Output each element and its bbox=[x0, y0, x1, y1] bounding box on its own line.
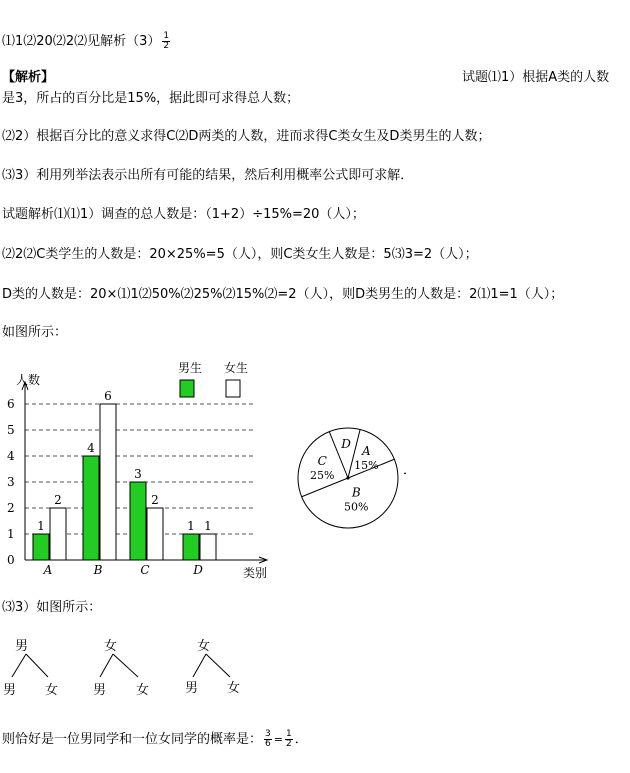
tree-1-branch-right bbox=[26, 654, 48, 677]
solution-line-4: 如图所示： bbox=[2, 325, 68, 340]
tree-3 bbox=[185, 639, 240, 696]
x-category-label: C bbox=[140, 563, 150, 577]
tree-diagrams bbox=[0, 636, 260, 702]
fraction-denominator: 2 bbox=[163, 41, 170, 51]
y-tick-label: 0 bbox=[7, 553, 15, 567]
tree-3-right-leaf: 女 bbox=[227, 681, 241, 696]
bar bbox=[50, 508, 66, 560]
tree-1-root: 男 bbox=[15, 639, 29, 654]
legend-swatch bbox=[226, 380, 240, 397]
x-category-label: B bbox=[93, 563, 103, 577]
y-tick-label: 3 bbox=[7, 475, 15, 489]
fraction-numerator: 1 bbox=[163, 31, 170, 41]
analysis-label: 【解析】 bbox=[2, 70, 55, 85]
answer-summary bbox=[2, 32, 172, 51]
fraction-denominator: 2 bbox=[285, 739, 292, 749]
analysis-line-3: ⑶3）利用列举法表示出所有可能的结果，然后利用概率公式即可求解． bbox=[2, 168, 414, 183]
fraction-numerator: 1 bbox=[285, 729, 292, 739]
tree-1-branch-left bbox=[12, 654, 26, 677]
conclusion-text: 则恰好是一位男同学和一位女同学的概率是： bbox=[2, 732, 263, 747]
bar bbox=[100, 404, 116, 560]
bar-value-label: 3 bbox=[134, 467, 142, 481]
answer-prefix: ⑴1⑵20⑵2⑵见解析（3） bbox=[2, 34, 161, 49]
pie-percent-label: 25% bbox=[309, 469, 335, 483]
pie-category-label: A bbox=[362, 443, 371, 458]
tree-2-root: 女 bbox=[104, 639, 118, 654]
bar bbox=[147, 508, 163, 560]
tree-1-left-leaf: 男 bbox=[3, 683, 17, 698]
bar-value-label: 2 bbox=[54, 493, 62, 507]
solution-line-3: D类的人数是：20×⑴1⑵50%⑵25%⑵15%⑵=2（人），则D类男生的人数是：2⑴1=1（人）； bbox=[2, 287, 564, 302]
pie-trailing-mark: ． bbox=[403, 463, 417, 478]
conclusion-tail: ． bbox=[294, 732, 308, 747]
pie-center bbox=[346, 476, 349, 479]
pie-category-label: C bbox=[317, 454, 327, 469]
tree-1-right-leaf: 女 bbox=[45, 683, 59, 698]
y-tick-label: 4 bbox=[7, 449, 15, 463]
tree-2-right-leaf: 女 bbox=[136, 683, 150, 698]
analysis-line-2: ⑵2）根据百分比的意义求得C⑵D两类的人数，进而求得C类女生及D类男生的人数； bbox=[2, 129, 491, 144]
x-category-label: D bbox=[193, 563, 203, 577]
bar-value-label: 1 bbox=[37, 519, 45, 533]
analysis-right-text: 试题⑴1）根据A类的人数 bbox=[462, 70, 610, 85]
bar-chart bbox=[0, 360, 290, 585]
bar-value-label: 6 bbox=[104, 389, 112, 403]
y-axis-label: 人数 bbox=[16, 373, 41, 387]
bar bbox=[33, 534, 49, 560]
legend-swatch bbox=[180, 380, 194, 397]
tree-3-branch-left bbox=[193, 654, 206, 677]
tree-2-branch-right bbox=[113, 654, 138, 677]
bar bbox=[83, 456, 99, 560]
part3-line-1: ⑶3）如图所示： bbox=[2, 600, 102, 615]
fraction-numerator: 3 bbox=[265, 729, 271, 739]
pie-category-label: D bbox=[341, 437, 351, 452]
solution-line-1: 试题解析⑴⑴1）调查的总人数是：（1+2）÷15%=20（人）； bbox=[2, 207, 365, 222]
tree-3-left-leaf: 男 bbox=[185, 681, 199, 696]
legend-label: 男生 bbox=[178, 361, 203, 375]
bar-value-label: 1 bbox=[187, 519, 195, 533]
bar bbox=[183, 534, 199, 560]
pie-category-label: B bbox=[351, 485, 361, 500]
y-tick-label: 1 bbox=[7, 527, 15, 541]
fraction-denominator: 6 bbox=[265, 739, 271, 749]
pie-chart bbox=[290, 420, 405, 535]
analysis-line-1: 是3，所占的百分比是15%，据此即可求得总人数； bbox=[2, 91, 300, 106]
answer-fraction bbox=[162, 32, 170, 51]
legend-label: 女生 bbox=[224, 361, 249, 375]
y-tick-label: 5 bbox=[7, 423, 15, 437]
y-tick-label: 2 bbox=[7, 501, 15, 515]
tree-3-branch-right bbox=[206, 654, 230, 677]
tree-2-left-leaf: 男 bbox=[93, 683, 107, 698]
solution-line-2: ⑵2⑵C类学生的人数是：20×25%=5（人），则C类女生人数是：5⑶3=2（人）； bbox=[2, 247, 478, 262]
x-category-label: A bbox=[43, 563, 53, 577]
tree-2 bbox=[93, 639, 149, 698]
equals-sign: = bbox=[273, 733, 283, 746]
probability-fraction-1 bbox=[264, 730, 272, 749]
y-tick-label: 6 bbox=[7, 397, 15, 411]
bar-value-label: 4 bbox=[87, 441, 95, 455]
tree-1 bbox=[3, 639, 58, 698]
bar bbox=[130, 482, 146, 560]
bar-value-label: 1 bbox=[204, 519, 212, 533]
probability-conclusion bbox=[2, 728, 308, 752]
x-axis-label: 类别 bbox=[243, 566, 268, 580]
tree-3-root: 女 bbox=[197, 639, 211, 654]
bar bbox=[200, 534, 216, 560]
tree-2-branch-left bbox=[100, 654, 113, 677]
bar-value-label: 2 bbox=[151, 493, 159, 507]
pie-percent-label: 50% bbox=[344, 500, 369, 514]
probability-fraction-2 bbox=[285, 730, 293, 749]
pie-percent-label: 15% bbox=[354, 458, 379, 472]
